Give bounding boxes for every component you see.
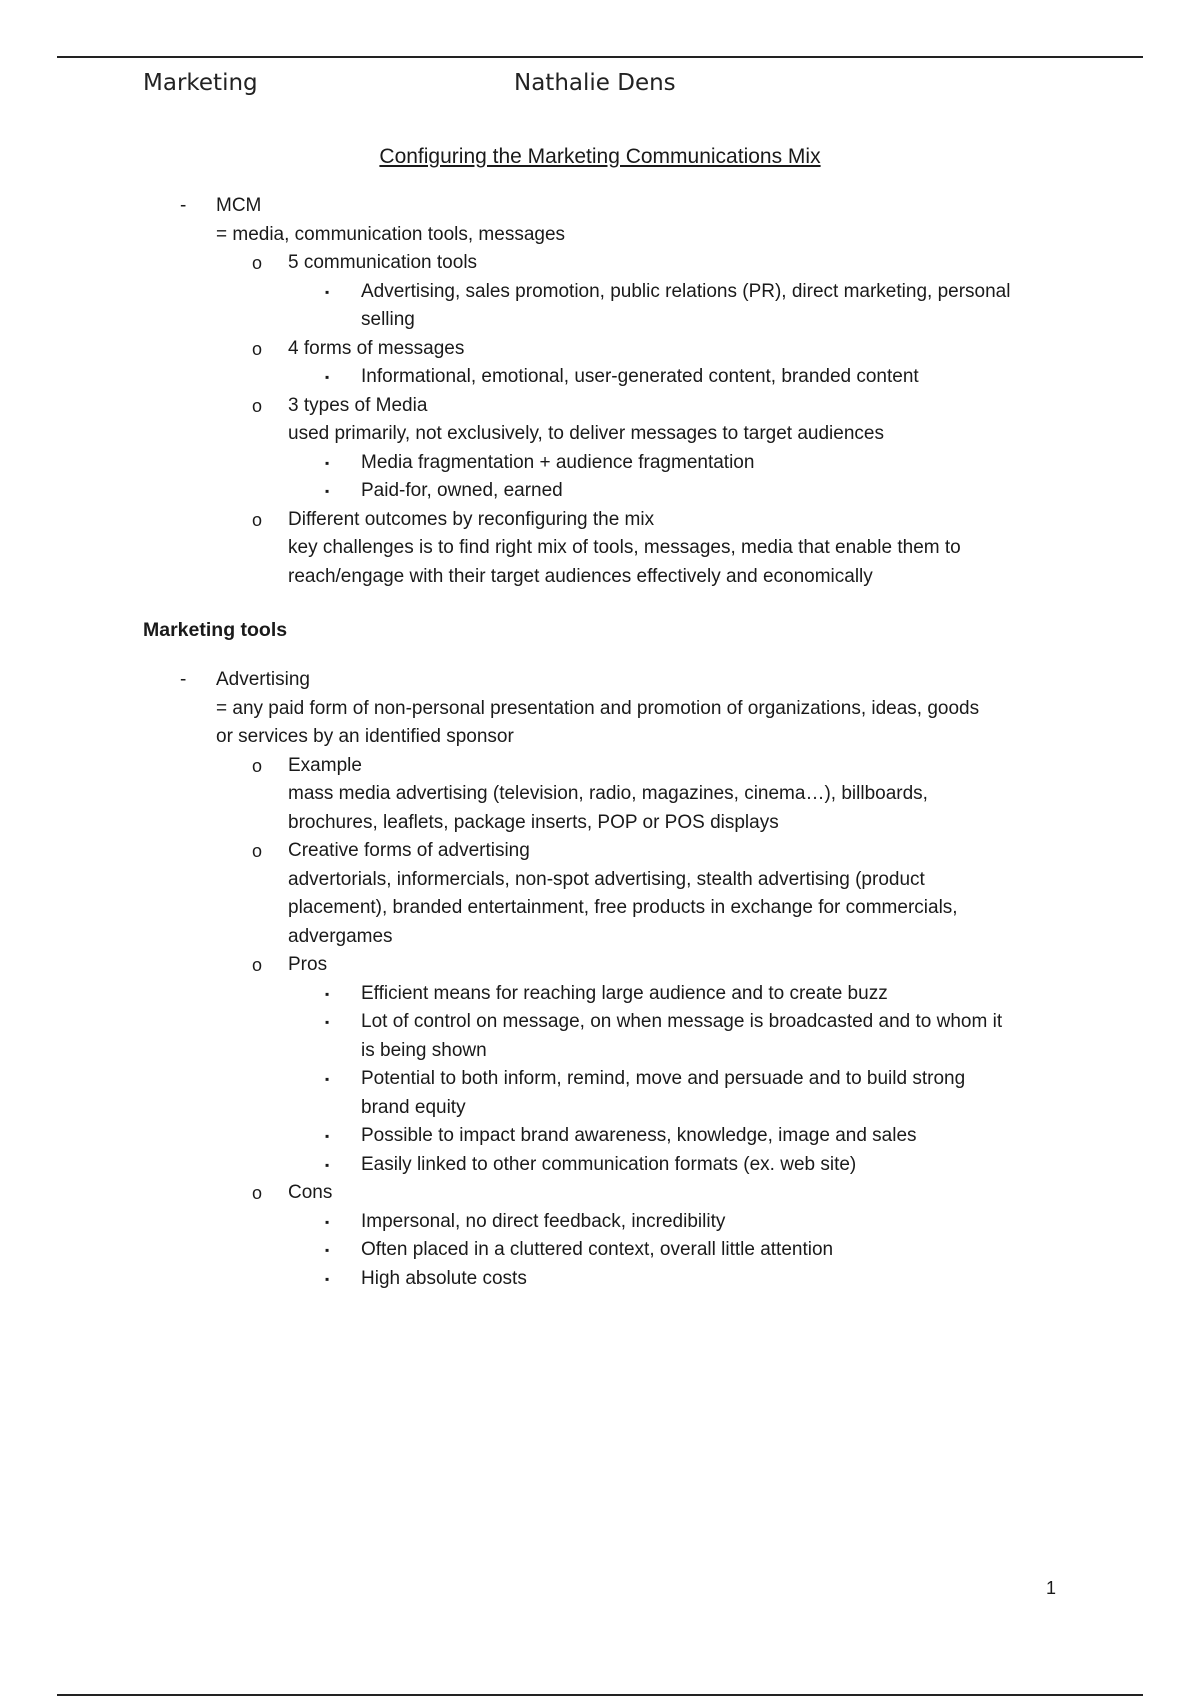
pro-1: Efficient means for reaching large audience and to create buzz (361, 982, 888, 1004)
square-bullet: ▪ (325, 484, 330, 498)
square-bullet: ▪ (325, 1271, 330, 1286)
list-item (0, 1065, 1200, 1094)
circle-bullet: o (252, 841, 263, 861)
bottom-rule (57, 1694, 1143, 1696)
circle-bullet: o (252, 955, 263, 975)
list-item (0, 477, 1200, 506)
square-bullet: ▪ (325, 284, 330, 299)
list-item (0, 249, 1200, 278)
pro-2-line2: is being shown (361, 1039, 487, 1061)
example-line2: brochures, leaflets, package inserts, POP or POS displays (288, 811, 779, 833)
circle-bullet: o (252, 509, 263, 530)
tools-list-line2: selling (361, 309, 415, 330)
circle-bullet: o (252, 755, 263, 776)
circle-bullet: o (252, 338, 263, 359)
dash-bullet: - (180, 195, 187, 216)
media-item-2: Paid-for, owned, earned (361, 480, 563, 501)
messages-list: Informational, emotional, user-generated content, branded content (361, 366, 919, 387)
list-item (0, 1122, 1200, 1151)
tools-list-line1: Advertising, sales promotion, public relations (PR), direct marketing, personal (361, 280, 1011, 302)
con-1: Impersonal, no direct feedback, incredibility (361, 1210, 726, 1232)
advertising-section (0, 666, 1200, 1293)
header-author: Nathalie Dens (514, 70, 676, 96)
pro-5: Easily linked to other communication formats (ex. web site) (361, 1153, 857, 1175)
mcm-definition: = media, communication tools, messages (216, 223, 566, 245)
outcomes-desc-line2: reach/engage with their target audiences effectively and economically (288, 565, 873, 587)
list-item (0, 392, 1200, 421)
square-bullet: ▪ (325, 986, 330, 1001)
list-item (0, 506, 1200, 535)
list-item (0, 1236, 1200, 1265)
creative-line3: advergames (288, 925, 393, 947)
list-item (0, 192, 1200, 221)
con-2: Often placed in a cluttered context, overall little attention (361, 1239, 834, 1260)
advertising-definition-line2: or services by an identified sponsor (216, 726, 514, 747)
square-bullet: ▪ (325, 1157, 330, 1172)
list-item (0, 1008, 1200, 1037)
document-title: Configuring the Marketing Communications Mix (379, 145, 821, 168)
list-item (0, 752, 1200, 781)
list-item (0, 1265, 1200, 1294)
square-bullet: ▪ (325, 455, 330, 470)
example-line1: mass media advertising (television, radio, magazines, cinema…), billboards, (288, 783, 928, 804)
page-number: 1 (1046, 1578, 1057, 1598)
creative-heading: Creative forms of advertising (288, 840, 530, 861)
media-item-1: Media fragmentation + audience fragmentation (361, 451, 755, 473)
circle-bullet: o (252, 1183, 263, 1203)
con-3: High absolute costs (361, 1267, 527, 1289)
square-bullet: ▪ (325, 1129, 330, 1143)
top-rule (57, 56, 1143, 58)
pro-3-line2: brand equity (361, 1096, 466, 1118)
list-item (0, 1151, 1200, 1180)
mcm-term: MCM (216, 195, 262, 216)
pro-4: Possible to impact brand awareness, knowledge, image and sales (361, 1125, 917, 1146)
square-bullet: ▪ (325, 1243, 330, 1257)
list-item (0, 449, 1200, 478)
list-item (0, 666, 1200, 695)
cons-heading: Cons (288, 1182, 333, 1203)
advertising-term: Advertising (216, 669, 310, 690)
list-item (0, 335, 1200, 364)
list-item (0, 1179, 1200, 1208)
advertising-definition-line1: = any paid form of non-personal presentation and promotion of organizations, ideas, goods (216, 697, 980, 719)
list-item (0, 837, 1200, 866)
pro-3-line1: Potential to both inform, remind, move and persuade and to build strong (361, 1068, 966, 1089)
list-item (0, 951, 1200, 980)
example-heading: Example (288, 754, 362, 776)
square-bullet: ▪ (325, 1015, 330, 1029)
list-item (0, 980, 1200, 1009)
square-bullet: ▪ (325, 1214, 330, 1229)
outcomes-desc-line1: key challenges is to find right mix of tools, messages, media that enable them to (288, 537, 961, 558)
circle-bullet: o (252, 253, 263, 273)
circle-bullet: o (252, 395, 263, 416)
square-bullet: ▪ (325, 370, 330, 384)
dash-bullet: - (180, 669, 187, 690)
list-item (0, 363, 1200, 392)
media-description: used primarily, not exclusively, to deliver messages to target audiences (288, 423, 884, 444)
tools-heading: 5 communication tools (288, 252, 478, 273)
list-item (0, 1208, 1200, 1237)
list-item (0, 278, 1200, 307)
messages-heading: 4 forms of messages (288, 337, 465, 359)
header-course: Marketing (143, 70, 258, 96)
pro-2-line1: Lot of control on message, on when message is broadcasted and to whom it (361, 1011, 1003, 1032)
pros-heading: Pros (288, 954, 328, 975)
mcm-section (0, 192, 1200, 591)
media-heading: 3 types of Media (288, 394, 428, 416)
creative-line2: placement), branded entertainment, free products in exchange for commercials, (288, 897, 958, 918)
creative-line1: advertorials, informercials, non-spot advertising, stealth advertising (product (288, 868, 925, 890)
outcomes-heading: Different outcomes by reconfiguring the mix (288, 508, 655, 530)
marketing-tools-heading: Marketing tools (143, 619, 288, 641)
square-bullet: ▪ (325, 1072, 330, 1086)
